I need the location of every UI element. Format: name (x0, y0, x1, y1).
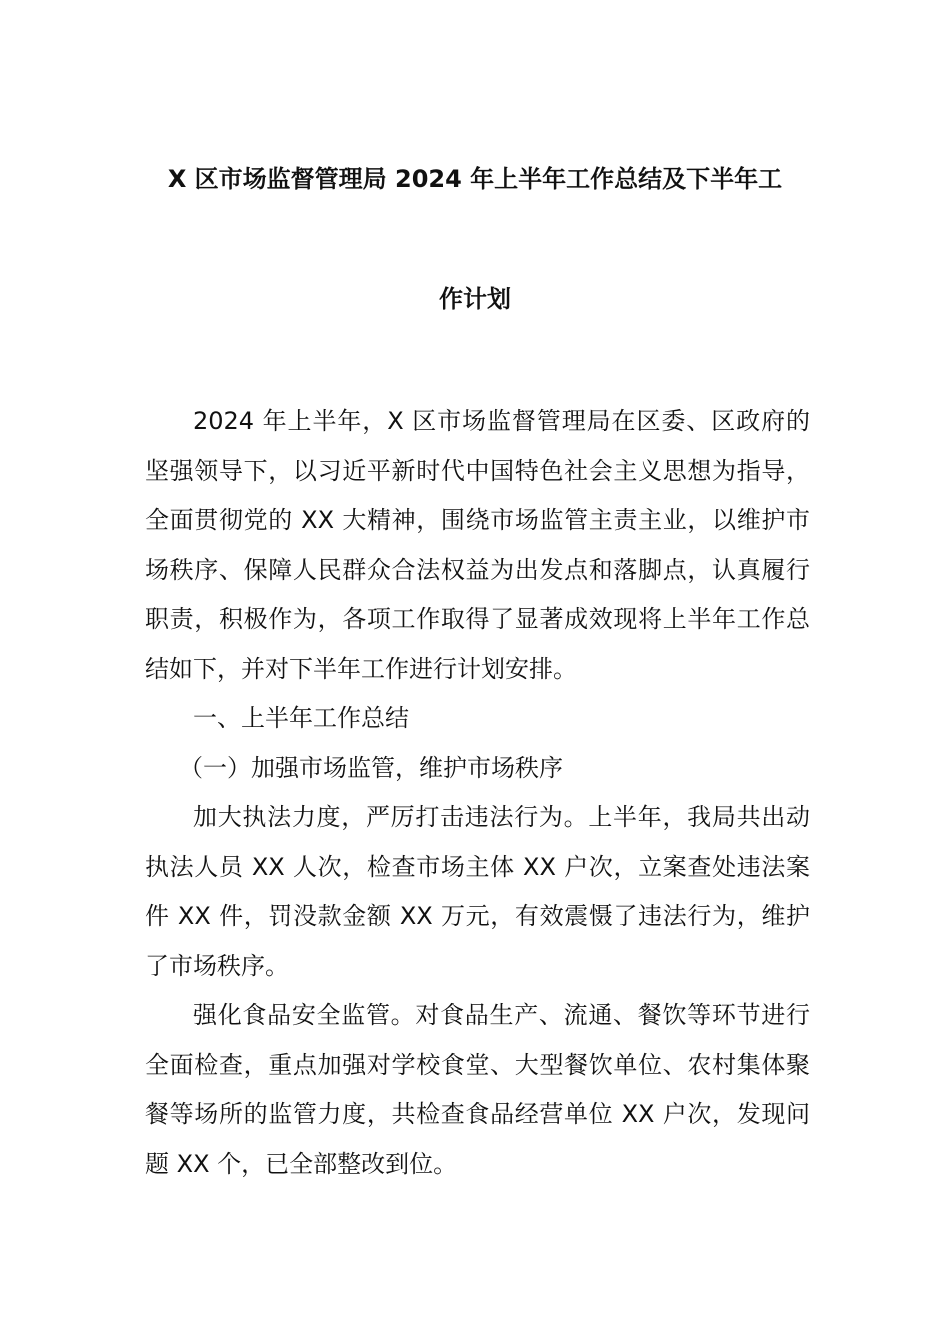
paragraph-food-safety: 强化食品安全监管。对食品生产、流通、餐饮等环节进行全面检查，重点加强对学校食堂、大型餐饮单位、农村集体聚餐等场所的监管力度，共检查食品经营单位 XX 户次，发现问题 XX 个，已全部整改到位。 (145, 1001, 810, 1178)
subsection-heading-market-supervision: （一）加强市场监管，维护市场秩序 (179, 753, 563, 782)
document-title-line-2: 作计划 (439, 285, 511, 313)
document-body (145, 397, 810, 1189)
paragraph-enforcement: 加大执法力度，严厉打击违法行为。上半年，我局共出动执法人员 XX 人次，检查市场主体 XX 户次，立案查处违法案件 XX 件，罚没款金额 XX 万元，有效震慑了违法行为，维护了市场秩序。 (145, 803, 810, 980)
document-title-line-1: X 区市场监督管理局 2024 年上半年工作总结及下半年工 (167, 165, 783, 193)
section-heading-summary: 一、上半年工作总结 (193, 704, 409, 732)
intro-paragraph: 2024 年上半年，X 区市场监督管理局在区委、区政府的坚强领导下，以习近平新时代中国特色社会主义思想为指导，全面贯彻党的 XX 大精神，围绕市场监管主责主业，以维护市场秩序、保障人民群众合法权益为出发点和落脚点，认真履行职责，积极作为，各项工作取得了显著成效现将上半年工作总结如下，并对下半年工作进行计划安排。 (145, 407, 810, 683)
